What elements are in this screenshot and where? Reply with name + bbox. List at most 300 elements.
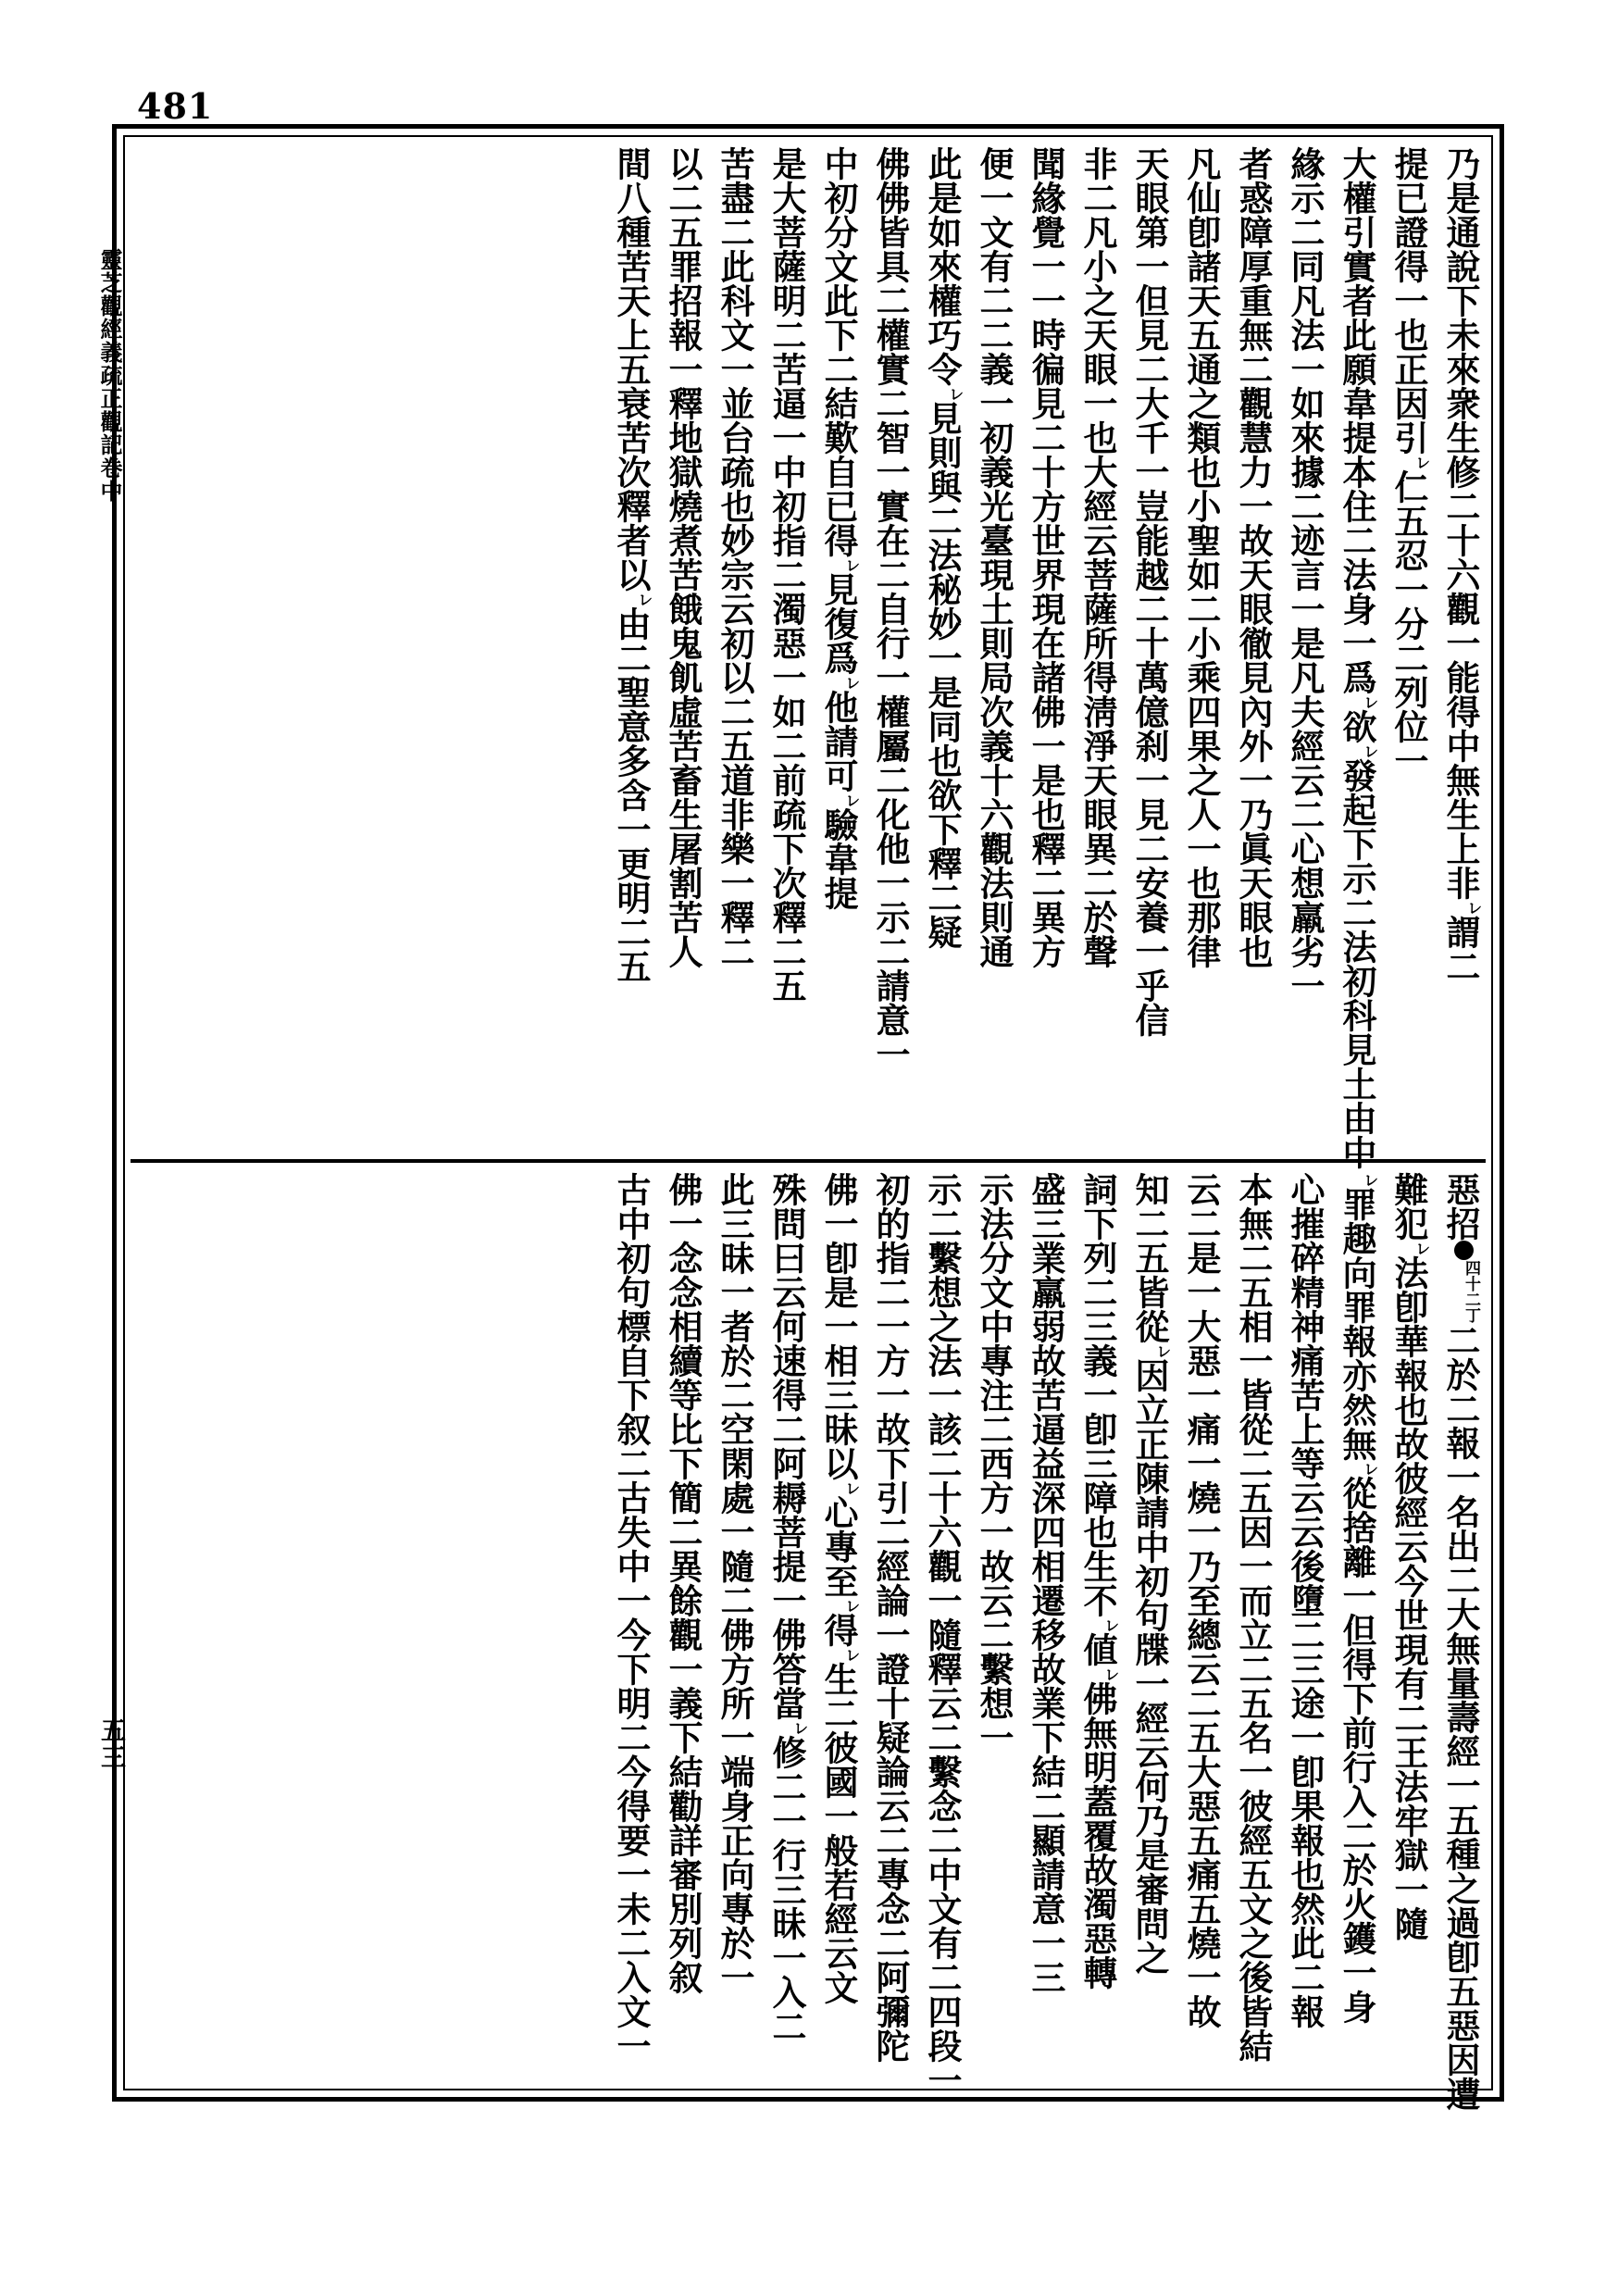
- glyph: 經: [818, 1902, 859, 1936]
- glyph: 一: [1233, 1343, 1274, 1378]
- kanbun-mark: レ: [841, 1598, 860, 1613]
- glyph: 釋: [1026, 831, 1066, 866]
- glyph: 者: [715, 1309, 755, 1343]
- glyph: 此: [1337, 318, 1377, 352]
- glyph: 中: [611, 1549, 652, 1583]
- glyph: 也: [715, 489, 755, 523]
- glyph: 見: [1129, 318, 1170, 352]
- glyph: 云: [1181, 1172, 1222, 1206]
- glyph: 二: [766, 557, 807, 592]
- kanbun-mark: レ: [1412, 1241, 1430, 1255]
- glyph: 時: [1026, 318, 1066, 352]
- glyph: 一: [1181, 1960, 1222, 1994]
- glyph: 大: [1181, 1309, 1222, 1343]
- text-column: [1226, 1172, 1274, 2081]
- glyph: 入: [766, 1975, 807, 2009]
- glyph: 文: [818, 249, 859, 283]
- glyph: 種: [611, 215, 652, 249]
- glyph: 來: [922, 249, 963, 283]
- glyph: 實: [1337, 249, 1377, 283]
- glyph: 二: [766, 1412, 807, 1446]
- glyph: 意: [611, 709, 652, 743]
- kanbun-mark: レ: [790, 1720, 808, 1735]
- glyph: 局: [974, 660, 1014, 694]
- glyph: 提: [1337, 420, 1377, 455]
- glyph: 小: [1181, 489, 1222, 523]
- glyph: 信: [1129, 1003, 1170, 1037]
- glyph: 見: [1233, 660, 1274, 694]
- glyph: 一: [1233, 1549, 1274, 1583]
- glyph: 天: [1077, 318, 1118, 352]
- glyph: 國: [818, 1765, 859, 1799]
- glyph: 提: [766, 1549, 807, 1583]
- glyph: 示: [974, 1172, 1014, 1206]
- glyph: 一: [1181, 1446, 1222, 1480]
- glyph: 深: [1026, 1480, 1066, 1515]
- glyph: 墮: [1285, 1583, 1326, 1617]
- glyph: 秘: [922, 572, 963, 606]
- glyph: 割: [663, 866, 703, 900]
- glyph: 也: [1181, 866, 1222, 900]
- glyph: 苦: [611, 420, 652, 455]
- glyph: 彼: [1388, 1461, 1429, 1495]
- glyph: 得: [818, 1613, 859, 1647]
- glyph: 來: [1440, 352, 1481, 386]
- glyph: 也: [1077, 1515, 1118, 1549]
- glyph: 義: [663, 1686, 703, 1720]
- glyph: 後: [1285, 1549, 1326, 1583]
- glyph: 佛: [870, 146, 911, 181]
- glyph: 何: [1129, 1769, 1170, 1803]
- glyph: 西: [974, 1446, 1014, 1480]
- glyph: 經: [1129, 1701, 1170, 1735]
- glyph: 一: [1129, 455, 1170, 489]
- glyph: 智: [870, 420, 911, 455]
- glyph: 於: [1440, 1357, 1481, 1391]
- glyph: 經: [1440, 1734, 1481, 1768]
- glyph: 上: [1440, 831, 1481, 866]
- glyph: 是: [818, 1275, 859, 1309]
- glyph: 第: [1129, 215, 1170, 249]
- glyph: 在: [870, 523, 911, 557]
- glyph: 則: [922, 435, 963, 469]
- text-column: [1381, 146, 1430, 1148]
- glyph: 示: [1337, 861, 1377, 895]
- glyph: 示: [870, 900, 911, 934]
- glyph: 權: [1337, 181, 1377, 215]
- glyph: 界: [1026, 557, 1066, 592]
- glyph: 叙: [611, 1412, 652, 1446]
- glyph: 爲: [818, 641, 859, 675]
- glyph: 二: [715, 934, 755, 968]
- glyph: 菩: [766, 215, 807, 249]
- glyph: 故: [1388, 1427, 1429, 1461]
- glyph: 生: [1440, 420, 1481, 455]
- glyph: 立: [1129, 1392, 1170, 1427]
- glyph: 卽: [1285, 1754, 1326, 1789]
- glyph: 小: [1181, 626, 1222, 660]
- text-column: [1070, 146, 1118, 1148]
- glyph: 復: [818, 606, 859, 641]
- glyph: 因: [1388, 386, 1429, 420]
- text-column: [1433, 1172, 1481, 2111]
- glyph: 隨: [1388, 1906, 1429, 1940]
- glyph: 五: [1233, 1686, 1274, 1720]
- glyph: 律: [1181, 934, 1222, 968]
- glyph: 一: [1388, 283, 1429, 318]
- glyph: 二: [611, 641, 652, 675]
- glyph: 彼: [818, 1730, 859, 1765]
- glyph: 也: [1077, 420, 1118, 455]
- glyph: 權: [870, 318, 911, 352]
- glyph: 云: [870, 1789, 911, 1823]
- glyph: 審: [663, 1857, 703, 1891]
- glyph: 一: [1026, 1926, 1066, 1960]
- glyph: 通: [974, 934, 1014, 968]
- glyph: 一: [766, 1583, 807, 1617]
- glyph: 二: [1440, 489, 1481, 523]
- glyph: 失: [611, 1515, 652, 1549]
- glyph: 繫: [974, 1652, 1014, 1686]
- glyph: 惡: [1440, 2008, 1481, 2042]
- glyph: 云: [1285, 763, 1326, 797]
- glyph: 是: [1181, 1241, 1222, 1275]
- glyph: 苦: [715, 146, 755, 181]
- glyph: 云: [1285, 1515, 1326, 1549]
- glyph: 釋: [663, 386, 703, 420]
- glyph: 一: [922, 1378, 963, 1412]
- glyph: 一: [818, 1799, 859, 1833]
- glyph: 文: [818, 1970, 859, 2004]
- glyph: 經: [870, 1549, 911, 1583]
- glyph: 昧: [766, 1906, 807, 1940]
- glyph: 淸: [1077, 694, 1118, 729]
- glyph: 陀: [870, 2028, 911, 2063]
- text-register-lower: [139, 1172, 1481, 2111]
- glyph: 一: [715, 1960, 755, 1994]
- glyph: 然: [1285, 1891, 1326, 1926]
- glyph: 行: [766, 1838, 807, 1872]
- glyph: 凡: [1285, 283, 1326, 318]
- glyph: 比: [663, 1412, 703, 1446]
- glyph: 多: [611, 743, 652, 778]
- glyph: 未: [611, 1891, 652, 1926]
- glyph: 三: [1077, 1309, 1118, 1343]
- glyph: 蓋: [1077, 1784, 1118, 1818]
- glyph: 大: [1129, 386, 1170, 420]
- glyph: 也: [1233, 934, 1274, 968]
- glyph: 二: [1181, 592, 1222, 626]
- glyph: 想: [974, 1686, 1014, 1720]
- glyph: 仙: [1181, 181, 1222, 215]
- glyph: 疑: [922, 915, 963, 949]
- glyph: 故: [870, 1412, 911, 1446]
- glyph: 一: [611, 2028, 652, 2063]
- glyph: 下: [1337, 827, 1377, 861]
- glyph: 之: [1129, 1940, 1170, 1975]
- glyph: 厚: [1233, 249, 1274, 283]
- glyph: 請: [1026, 1857, 1066, 1891]
- glyph: 如: [766, 694, 807, 729]
- glyph: 二: [1285, 215, 1326, 249]
- glyph: 五: [1233, 1480, 1274, 1515]
- glyph: 經: [1285, 729, 1326, 763]
- glyph: 來: [1285, 420, 1326, 455]
- glyph: 苦: [663, 557, 703, 592]
- glyph: 途: [1285, 1686, 1326, 1720]
- glyph: 豈: [1129, 489, 1170, 523]
- text-column: [863, 146, 911, 1148]
- glyph: 文: [715, 318, 755, 352]
- glyph: 千: [1129, 420, 1170, 455]
- glyph: 三: [766, 1872, 807, 1906]
- glyph: 意: [870, 1003, 911, 1037]
- glyph: 二: [611, 915, 652, 949]
- glyph: 因: [1129, 1358, 1170, 1392]
- glyph: 障: [1077, 1480, 1118, 1515]
- glyph: 二: [922, 1823, 963, 1857]
- glyph: 緣: [1285, 146, 1326, 181]
- glyph: 注: [974, 1378, 1014, 1412]
- glyph: 得: [818, 523, 859, 557]
- glyph: 續: [663, 1343, 703, 1378]
- glyph: 鑊: [1337, 1921, 1377, 1955]
- glyph: 等: [663, 1378, 703, 1412]
- glyph: 徹: [1233, 626, 1274, 660]
- glyph: 佛: [766, 1617, 807, 1652]
- glyph: 生: [1440, 797, 1481, 831]
- glyph: 土: [974, 592, 1014, 626]
- glyph: 經: [1388, 1495, 1429, 1529]
- glyph: 名: [1233, 1720, 1274, 1754]
- glyph: 繫: [922, 1241, 963, 1275]
- glyph: 欲: [922, 778, 963, 812]
- text-column: [604, 1172, 652, 2081]
- glyph: 乃: [1440, 146, 1481, 181]
- glyph: 皆: [1129, 1275, 1170, 1309]
- glyph: 盛: [1026, 1172, 1066, 1206]
- glyph: 法: [1388, 1769, 1429, 1803]
- glyph: 異: [663, 1549, 703, 1583]
- glyph: 此: [715, 249, 755, 283]
- glyph: 眼: [1233, 592, 1274, 626]
- glyph: 惡: [1077, 1921, 1118, 1955]
- glyph: 聖: [1181, 523, 1222, 557]
- glyph: 二: [1077, 866, 1118, 900]
- glyph: 念: [663, 1275, 703, 1309]
- glyph: 二: [611, 1720, 652, 1754]
- glyph: 樂: [715, 831, 755, 866]
- kanbun-mark: レ: [945, 386, 964, 401]
- glyph: 弱: [1026, 1309, 1066, 1343]
- glyph: 想: [922, 1275, 963, 1309]
- glyph: 一: [922, 1583, 963, 1617]
- glyph: 一: [922, 641, 963, 675]
- glyph: 二: [1440, 1391, 1481, 1426]
- glyph: 相: [1026, 1549, 1066, 1583]
- glyph: 向: [1337, 1255, 1377, 1290]
- glyph: 初: [611, 1241, 652, 1275]
- glyph: 中: [818, 146, 859, 181]
- glyph: 能: [1440, 660, 1481, 694]
- glyph: 覆: [1077, 1818, 1118, 1853]
- glyph: 一: [1337, 626, 1377, 660]
- glyph: 一: [611, 812, 652, 846]
- glyph: 益: [1026, 1446, 1066, 1480]
- glyph: 飢: [663, 660, 703, 694]
- glyph: 他: [870, 831, 911, 866]
- glyph: 今: [611, 1617, 652, 1652]
- glyph: 二: [1337, 523, 1377, 557]
- glyph: 劣: [1285, 934, 1326, 968]
- glyph: 一: [715, 866, 755, 900]
- glyph: 初: [766, 489, 807, 523]
- glyph: 文: [974, 215, 1014, 249]
- glyph: 現: [974, 557, 1014, 592]
- glyph: 隨: [715, 1549, 755, 1583]
- glyph: 如: [1181, 557, 1222, 592]
- glyph: 下: [870, 1446, 911, 1480]
- glyph: 二: [1440, 949, 1481, 983]
- text-column: [1277, 1172, 1326, 2081]
- glyph: 二: [870, 1515, 911, 1549]
- glyph: 之: [1440, 1871, 1481, 1905]
- glyph: 羸: [1285, 900, 1326, 934]
- glyph: 刹: [1129, 729, 1170, 763]
- glyph: 苦: [766, 352, 807, 386]
- glyph: 中: [974, 1309, 1014, 1343]
- glyph: 提: [818, 876, 859, 910]
- glyph: 二: [1440, 1563, 1481, 1597]
- glyph: 三: [1077, 1446, 1118, 1480]
- glyph: 此: [922, 146, 963, 181]
- glyph: 身: [715, 1789, 755, 1823]
- glyph: 以: [611, 557, 652, 592]
- glyph: 類: [1181, 420, 1222, 455]
- kanbun-mark: レ: [1360, 743, 1378, 758]
- glyph: 見: [1026, 386, 1066, 420]
- glyph: 通: [1181, 352, 1222, 386]
- text-column: [1018, 146, 1066, 1148]
- glyph: 一: [870, 660, 911, 694]
- glyph: 佛: [1077, 1681, 1118, 1716]
- glyph: 菩: [766, 1515, 807, 1549]
- glyph: 罪: [1337, 1290, 1377, 1324]
- register-divider-rule: [131, 1159, 1486, 1163]
- glyph: 則: [974, 626, 1014, 660]
- glyph: 欲: [1337, 709, 1377, 743]
- glyph: 方: [1026, 489, 1066, 523]
- glyph: 薩: [766, 249, 807, 283]
- glyph: 具: [870, 249, 911, 283]
- glyph: 二: [922, 504, 963, 538]
- glyph: 凡: [1181, 146, 1222, 181]
- glyph: 要: [611, 1823, 652, 1857]
- glyph: 五: [611, 949, 652, 983]
- glyph: 同: [1285, 249, 1326, 283]
- glyph: 五: [1440, 1974, 1481, 2008]
- glyph: 生: [818, 1662, 859, 1696]
- glyph: 越: [1129, 557, 1170, 592]
- glyph: 請: [818, 724, 859, 758]
- glyph: 方: [715, 1652, 755, 1686]
- text-column: [707, 1172, 755, 2081]
- glyph: 世: [1026, 523, 1066, 557]
- glyph: 二: [1026, 420, 1066, 455]
- glyph: 十: [1026, 455, 1066, 489]
- glyph: 內: [1233, 694, 1274, 729]
- glyph: 下: [766, 831, 807, 866]
- glyph: 修: [766, 1735, 807, 1769]
- glyph: 中: [1337, 1135, 1377, 1169]
- glyph: 光: [974, 489, 1014, 523]
- glyph: 屬: [870, 729, 911, 763]
- glyph: 阿: [766, 1446, 807, 1480]
- glyph: 同: [922, 709, 963, 743]
- glyph: 故: [1026, 1652, 1066, 1686]
- glyph: 仁: [1388, 469, 1429, 504]
- glyph: 專: [818, 1529, 859, 1564]
- text-column: [1226, 146, 1274, 1148]
- kanbun-mark: レ: [1412, 455, 1430, 469]
- glyph: 今: [1388, 1564, 1429, 1598]
- glyph: 從: [1129, 1309, 1170, 1343]
- glyph: 卽: [1181, 215, 1222, 249]
- glyph: 別: [663, 1891, 703, 1926]
- glyph: 通: [1440, 215, 1481, 249]
- glyph: 一: [1129, 763, 1170, 797]
- glyph: 得: [1440, 694, 1481, 729]
- glyph: 一: [870, 1309, 911, 1343]
- glyph: 一: [870, 1378, 911, 1412]
- glyph: 義: [1077, 1343, 1118, 1378]
- glyph: 該: [922, 1412, 963, 1446]
- glyph: 二: [1129, 831, 1170, 866]
- glyph: 非: [715, 797, 755, 831]
- glyph: 令: [922, 352, 963, 386]
- glyph: 之: [1233, 1926, 1274, 1960]
- glyph: 向: [715, 1857, 755, 1891]
- glyph: 詳: [663, 1823, 703, 1857]
- text-column: [915, 146, 964, 1148]
- glyph: 觀: [1233, 386, 1274, 420]
- glyph: 答: [766, 1652, 807, 1686]
- glyph: 無: [1233, 1206, 1274, 1241]
- glyph: 是: [1285, 626, 1326, 660]
- glyph: 示: [1285, 181, 1326, 215]
- glyph: 如: [922, 215, 963, 249]
- glyph: 四: [922, 1994, 963, 2028]
- glyph: 法: [1388, 1255, 1429, 1290]
- glyph: 惡: [1181, 1789, 1222, 1823]
- glyph: 權: [870, 694, 911, 729]
- glyph: 苦: [663, 729, 703, 763]
- glyph: 羸: [1026, 1275, 1066, 1309]
- glyph: 疑: [870, 1720, 911, 1754]
- glyph: 是: [1440, 181, 1481, 215]
- glyph: 願: [1337, 352, 1377, 386]
- glyph: 諸: [1026, 660, 1066, 694]
- glyph: 之: [1077, 283, 1118, 318]
- glyph: 二: [870, 763, 911, 797]
- glyph: 是: [922, 675, 963, 709]
- glyph: 相: [1233, 1309, 1274, 1343]
- glyph: 請: [1129, 1495, 1170, 1529]
- glyph: 二: [611, 1446, 652, 1480]
- glyph: 從: [1337, 1476, 1377, 1510]
- glyph: 一: [1388, 572, 1429, 606]
- glyph: 然: [1337, 1392, 1377, 1427]
